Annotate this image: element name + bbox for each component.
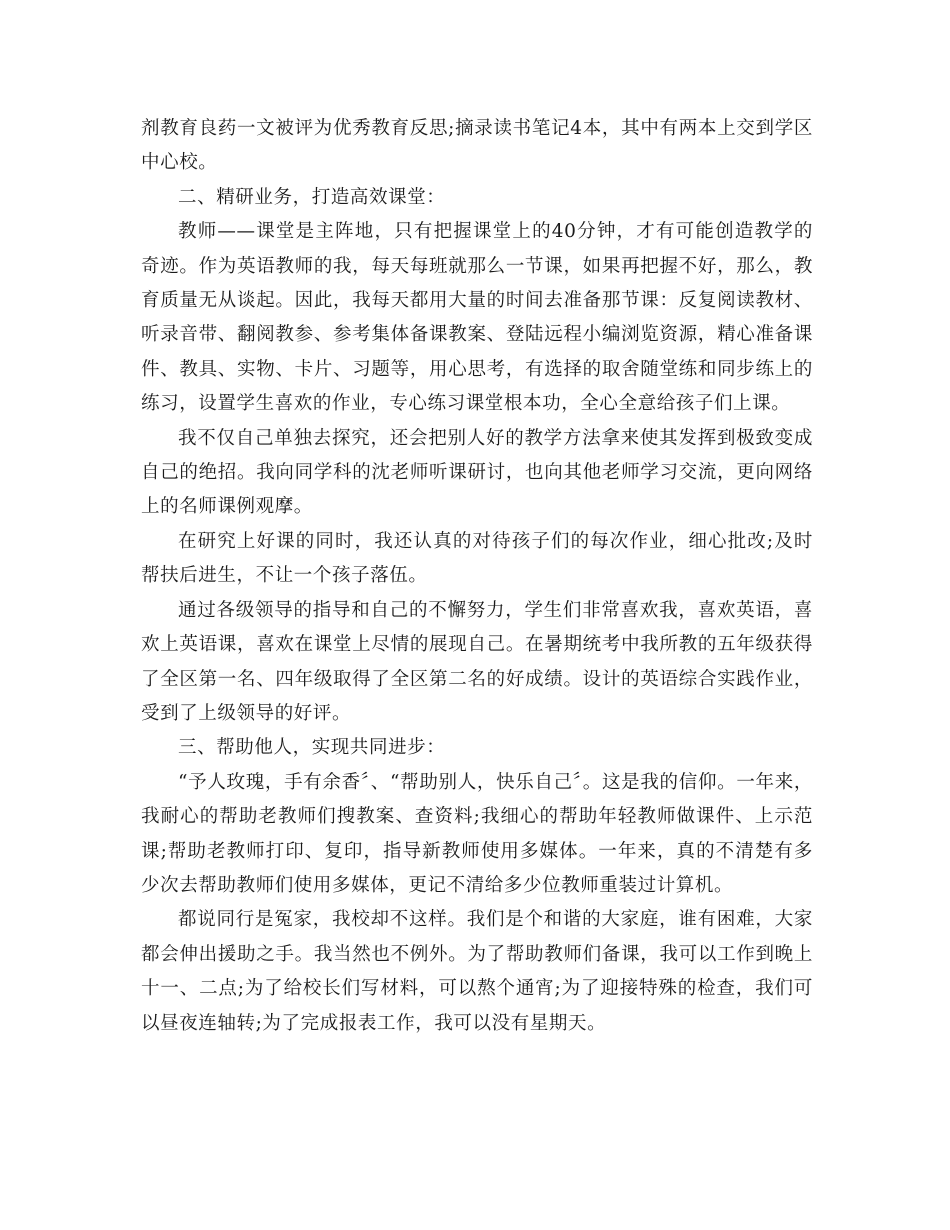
paragraph-homework: 在研究上好课的同时，我还认真的对待孩子们的每次作业，细心批改;及时帮扶后进生，不让一个孩子落伍。: [141, 530, 813, 587]
paragraph-research: 我不仅自己单独去探究，还会把别人好的教学方法拿来使其发挥到极致变成自己的绝招。我向同学科的沈老师听课研讨，也向其他老师学习交流，更向网络上的名师课例观摩。: [141, 427, 813, 518]
section-heading-two: 二、精研业务，打造高效课堂：: [178, 186, 446, 208]
paragraph-continuation: 剂教育良药一文被评为优秀教育反思;摘录读书笔记4本，其中有两本上交到学区中心校。: [141, 118, 813, 174]
document-body: [141, 112, 813, 1041]
paragraph-classroom: 教师——课堂是主阵地，只有把握课堂上的40分钟，才有可能创造教学的奇迹。作为英语教师的我，每天每班就那么一节课，如果再把握不好，那么，教育质量无从谈起。因此，我每天都用大量的时间去准备那节课：反复阅读教材、听录音带、翻阅教参、参考集体备课教案、登陆远程小编浏览资源，精心准备课件、教具、实物、卡片、习题等，用心思考，有选择的取舍随堂练和同步练上的练习，设置学生喜欢的作业，专心练习课堂根本功，全心全意给孩子们上课。: [141, 221, 813, 415]
paragraph-harmony: 都说同行是冤家，我校却不这样。我们是个和谐的大家庭，谁有困难，大家都会伸出援助之手。我当然也不例外。为了帮助教师们备课，我可以工作到晚上十一、二点;为了给校长们写材料，可以熬个通宵;为了迎接特殊的检查，我们可以昼夜连轴转;为了完成报表工作，我可以没有星期天。: [141, 909, 813, 1034]
paragraph-helping: “予人玫瑰，手有余香〞、“帮助别人，快乐自己〞。这是我的信仰。一年来，我耐心的帮助老教师们搜教案、查资料;我细心的帮助年轻教师做课件、上示范课;帮助老教师打印、复印，指导新教师使用多媒体。一年来，真的不清楚有多少次去帮助教师们使用多媒体，更记不清给多少位教师重装过计算机。: [141, 771, 813, 896]
paragraph-results: 通过各级领导的指导和自己的不懈努力，学生们非常喜欢我，喜欢英语，喜欢上英语课，喜欢在课堂上尽情的展现自己。在暑期统考中我所教的五年级获得了全区第一名、四年级取得了全区第二名的好成绩。设计的英语综合实践作业，受到了上级领导的好评。: [141, 599, 813, 724]
section-heading-three: 三、帮助他人，实现共同进步：: [178, 737, 446, 759]
